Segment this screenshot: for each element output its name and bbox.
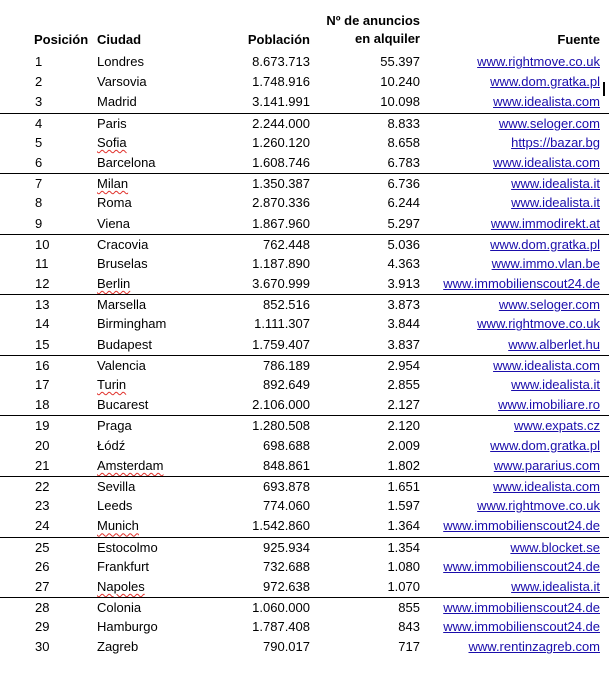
cell-population: 892.649: [263, 377, 310, 392]
table-row: [0, 72, 609, 92]
cell-position: 23: [35, 498, 50, 514]
table-row: [0, 355, 609, 375]
cell-population: 1.060.000: [252, 600, 310, 616]
cell-ads: 855: [398, 600, 420, 616]
cell-ads: 55.397: [380, 54, 420, 69]
cell-ads: 4.363: [387, 255, 420, 271]
cell-ads: 8.833: [387, 115, 420, 131]
cell-source-link[interactable]: www.rightmove.co.uk: [477, 54, 600, 69]
cell-ads: 8.658: [387, 134, 420, 150]
cell-source-link[interactable]: www.idealista.it: [511, 377, 600, 392]
cell-population: 972.638: [263, 578, 310, 594]
cell-source-link[interactable]: www.immobilienscout24.de: [443, 619, 600, 635]
cell-city: Amsterdam: [97, 457, 164, 473]
cell-ads: 1.651: [387, 478, 420, 494]
cell-city: Barcelona: [97, 154, 156, 170]
cell-ads: 843: [398, 619, 420, 635]
cell-population: 2.106.000: [252, 397, 310, 413]
table-row: [0, 52, 609, 72]
cell-source-link[interactable]: www.rentinzagreb.com: [468, 639, 600, 655]
cell-ads: 1.070: [387, 578, 420, 594]
cell-city: Milan: [97, 176, 129, 192]
table-row: [0, 476, 609, 496]
cell-city: Madrid: [97, 94, 137, 110]
cell-city: Sevilla: [97, 478, 136, 494]
cell-ads: 1.080: [387, 558, 420, 574]
cell-source-link[interactable]: www.imobiliare.ro: [498, 397, 600, 413]
header-ads-line1: Nº de anuncios: [326, 13, 420, 28]
cell-population: 1.787.408: [252, 619, 310, 635]
table-row: [0, 314, 609, 334]
cell-source-link[interactable]: www.idealista.com: [493, 478, 600, 494]
table-row: [0, 496, 609, 516]
cell-city: Paris: [97, 115, 127, 131]
table-row: [0, 617, 609, 637]
cell-source-link[interactable]: www.idealista.it: [511, 578, 600, 594]
cell-source-link[interactable]: www.idealista.com: [493, 154, 600, 170]
cell-city: Berlin: [97, 276, 131, 292]
cell-ads: 1.364: [387, 518, 420, 534]
cell-population: 774.060: [263, 498, 310, 514]
header-ads-line2: en alquiler: [354, 31, 420, 46]
cell-ads: 1.597: [387, 498, 420, 514]
cell-position: 3: [35, 94, 43, 110]
cell-population: 698.688: [263, 437, 310, 453]
cell-source-link[interactable]: www.immobilienscout24.de: [443, 600, 600, 616]
cell-city: Cracovia: [97, 236, 149, 252]
table-body: [0, 52, 609, 658]
cell-position: 21: [35, 457, 50, 473]
cell-population: 2.870.336: [252, 195, 310, 211]
header-position: Posición: [34, 32, 89, 47]
cell-source-link[interactable]: www.immo.vlan.be: [491, 255, 600, 271]
cell-city: Marsella: [97, 297, 147, 313]
cell-population: 1.867.960: [252, 215, 310, 231]
cell-city: Praga: [97, 418, 132, 434]
cell-ads: 1.354: [387, 539, 420, 555]
cell-population: 1.542.860: [252, 518, 310, 534]
header-ads: [310, 12, 420, 48]
cell-city: Birmingham: [97, 316, 167, 332]
cell-source-link[interactable]: www.idealista.com: [493, 357, 600, 373]
cell-ads: 2.127: [387, 397, 420, 413]
table-row: [0, 133, 609, 153]
table-row: [0, 173, 609, 193]
cell-position: 8: [35, 195, 43, 211]
cell-city: Turin: [97, 377, 127, 392]
cell-source-link[interactable]: www.immobilienscout24.de: [443, 558, 600, 574]
cell-source-link[interactable]: www.idealista.it: [511, 176, 600, 192]
table-row: [0, 415, 609, 435]
cell-ads: 10.240: [380, 74, 420, 90]
cell-position: 28: [35, 600, 50, 616]
cell-population: 1.260.120: [252, 134, 310, 150]
cell-source-link[interactable]: www.idealista.it: [511, 195, 600, 211]
cell-position: 17: [35, 377, 50, 392]
cell-position: 13: [35, 297, 50, 313]
cell-ads: 717: [398, 639, 420, 655]
cell-ads: 6.783: [387, 154, 420, 170]
cell-source-link[interactable]: www.expats.cz: [514, 418, 600, 434]
cell-population: 1.280.508: [252, 418, 310, 434]
table-row: [0, 637, 609, 657]
text-cursor: [603, 82, 605, 96]
cell-source-link[interactable]: www.immodirekt.at: [490, 215, 600, 231]
cell-population: 848.861: [263, 457, 310, 473]
cell-position: 10: [35, 236, 50, 252]
cell-position: 2: [35, 74, 43, 90]
cell-ads: 5.297: [387, 215, 420, 231]
cell-source-link[interactable]: https://bazar.bg: [511, 134, 600, 150]
cell-city: Estocolmo: [97, 539, 158, 555]
table-row: [0, 153, 609, 173]
table-row: [0, 375, 609, 395]
cell-population: 3.670.999: [252, 276, 310, 292]
cell-ads: 2.120: [387, 418, 420, 434]
cell-position: 11: [35, 255, 49, 271]
cell-population: 1.748.916: [252, 74, 310, 90]
cell-city: Londres: [97, 54, 144, 69]
cell-position: 14: [35, 316, 50, 332]
cell-position: 26: [35, 558, 50, 574]
table-row: [0, 537, 609, 557]
cell-population: 732.688: [263, 558, 310, 574]
cell-source-link[interactable]: www.seloger.com: [498, 115, 600, 131]
cell-ads: 6.244: [387, 195, 420, 211]
table-row: [0, 557, 609, 577]
cell-position: 16: [35, 357, 50, 373]
cell-position: 30: [35, 639, 50, 655]
cell-position: 24: [35, 518, 50, 534]
cell-city: Viena: [97, 215, 131, 231]
cell-ads: 3.873: [387, 297, 420, 313]
cell-city: Budapest: [97, 336, 152, 352]
cell-city: Bucarest: [97, 397, 149, 413]
cell-ads: 3.837: [387, 336, 420, 352]
cell-city: Łódź: [97, 437, 126, 453]
cell-city: Bruselas: [97, 255, 148, 271]
cell-ads: 6.736: [387, 176, 420, 192]
cell-population: 925.934: [263, 539, 310, 555]
cell-source-link[interactable]: www.idealista.com: [493, 94, 600, 110]
cell-source-link[interactable]: www.seloger.com: [498, 297, 600, 313]
cell-ads: 3.913: [387, 276, 420, 292]
table-row: [0, 335, 609, 355]
cell-position: 5: [35, 134, 43, 150]
table-row: [0, 254, 609, 274]
cell-city: Napoles: [97, 578, 145, 594]
cell-population: 3.141.991: [252, 94, 310, 110]
table-row: [0, 395, 609, 415]
table-row: [0, 274, 609, 294]
cell-position: 20: [35, 437, 50, 453]
cell-position: 7: [35, 176, 43, 192]
header-city: Ciudad: [97, 32, 142, 47]
table-row: [0, 577, 609, 597]
cell-ads: 5.036: [387, 236, 420, 252]
table-row: [0, 294, 609, 314]
table-row: [0, 456, 609, 476]
cell-population: 693.878: [263, 478, 310, 494]
cell-position: 25: [35, 539, 50, 555]
cell-source-link[interactable]: www.rightmove.co.uk: [477, 316, 600, 332]
cell-position: 18: [35, 397, 50, 413]
cell-city: Varsovia: [97, 74, 147, 90]
table-row: [0, 516, 609, 536]
table-row: [0, 234, 609, 254]
cell-city: Hamburgo: [97, 619, 158, 635]
cell-ads: 2.954: [387, 357, 420, 373]
cell-ads: 2.009: [387, 437, 420, 453]
cell-source-link[interactable]: www.alberlet.hu: [508, 336, 600, 352]
cell-population: 1.759.407: [252, 336, 310, 352]
cell-population: 1.608.746: [252, 154, 310, 170]
cell-source-link[interactable]: www.pararius.com: [493, 457, 600, 473]
cell-source-link[interactable]: www.dom.gratka.pl: [490, 74, 600, 90]
cell-city: Munich: [97, 518, 139, 534]
cell-population: 1.187.890: [252, 255, 310, 271]
cell-ads: 10.098: [380, 94, 420, 110]
cell-city: Frankfurt: [97, 558, 150, 574]
cell-population: 1.350.387: [252, 176, 310, 192]
cell-ads: 1.802: [387, 457, 420, 473]
table-row: [0, 214, 609, 234]
cell-position: 15: [35, 336, 50, 352]
cell-population: 762.448: [263, 236, 310, 252]
cell-population: 786.189: [263, 357, 310, 373]
cell-source-link[interactable]: www.immobilienscout24.de: [443, 518, 600, 534]
cell-city: Valencia: [97, 357, 146, 373]
cell-position: 9: [35, 215, 43, 231]
table-row: [0, 436, 609, 456]
table-row: [0, 193, 609, 213]
cell-source-link[interactable]: www.rightmove.co.uk: [477, 498, 600, 514]
cell-source-link[interactable]: www.dom.gratka.pl: [490, 236, 600, 252]
cell-position: 22: [35, 478, 50, 494]
cell-source-link[interactable]: www.immobilienscout24.de: [443, 276, 600, 292]
cell-city: Roma: [97, 195, 132, 211]
cell-city: Sofia: [97, 134, 127, 150]
cell-position: 4: [35, 115, 43, 131]
table-row: [0, 597, 609, 617]
table-header: [0, 0, 609, 52]
cell-population: 1.111.307: [254, 316, 310, 332]
table-row: [0, 113, 609, 133]
header-source: Fuente: [557, 32, 600, 47]
cell-position: 6: [35, 154, 43, 170]
cell-source-link[interactable]: www.blocket.se: [510, 539, 600, 555]
cell-ads: 2.855: [387, 377, 420, 392]
cell-position: 27: [35, 578, 50, 594]
cell-source-link[interactable]: www.dom.gratka.pl: [490, 437, 600, 453]
cell-population: 8.673.713: [252, 54, 310, 69]
cell-position: 29: [35, 619, 50, 635]
cell-population: 852.516: [263, 297, 310, 313]
cell-city: Leeds: [97, 498, 133, 514]
cell-position: 12: [35, 276, 50, 292]
cell-population: 2.244.000: [252, 115, 310, 131]
table-row: [0, 92, 609, 112]
cell-population: 790.017: [263, 639, 310, 655]
cell-city: Colonia: [97, 600, 142, 616]
cell-position: 19: [35, 418, 50, 434]
cell-city: Zagreb: [97, 639, 139, 655]
header-population: Población: [247, 32, 310, 47]
cell-ads: 3.844: [387, 316, 420, 332]
cell-position: 1: [35, 54, 43, 69]
